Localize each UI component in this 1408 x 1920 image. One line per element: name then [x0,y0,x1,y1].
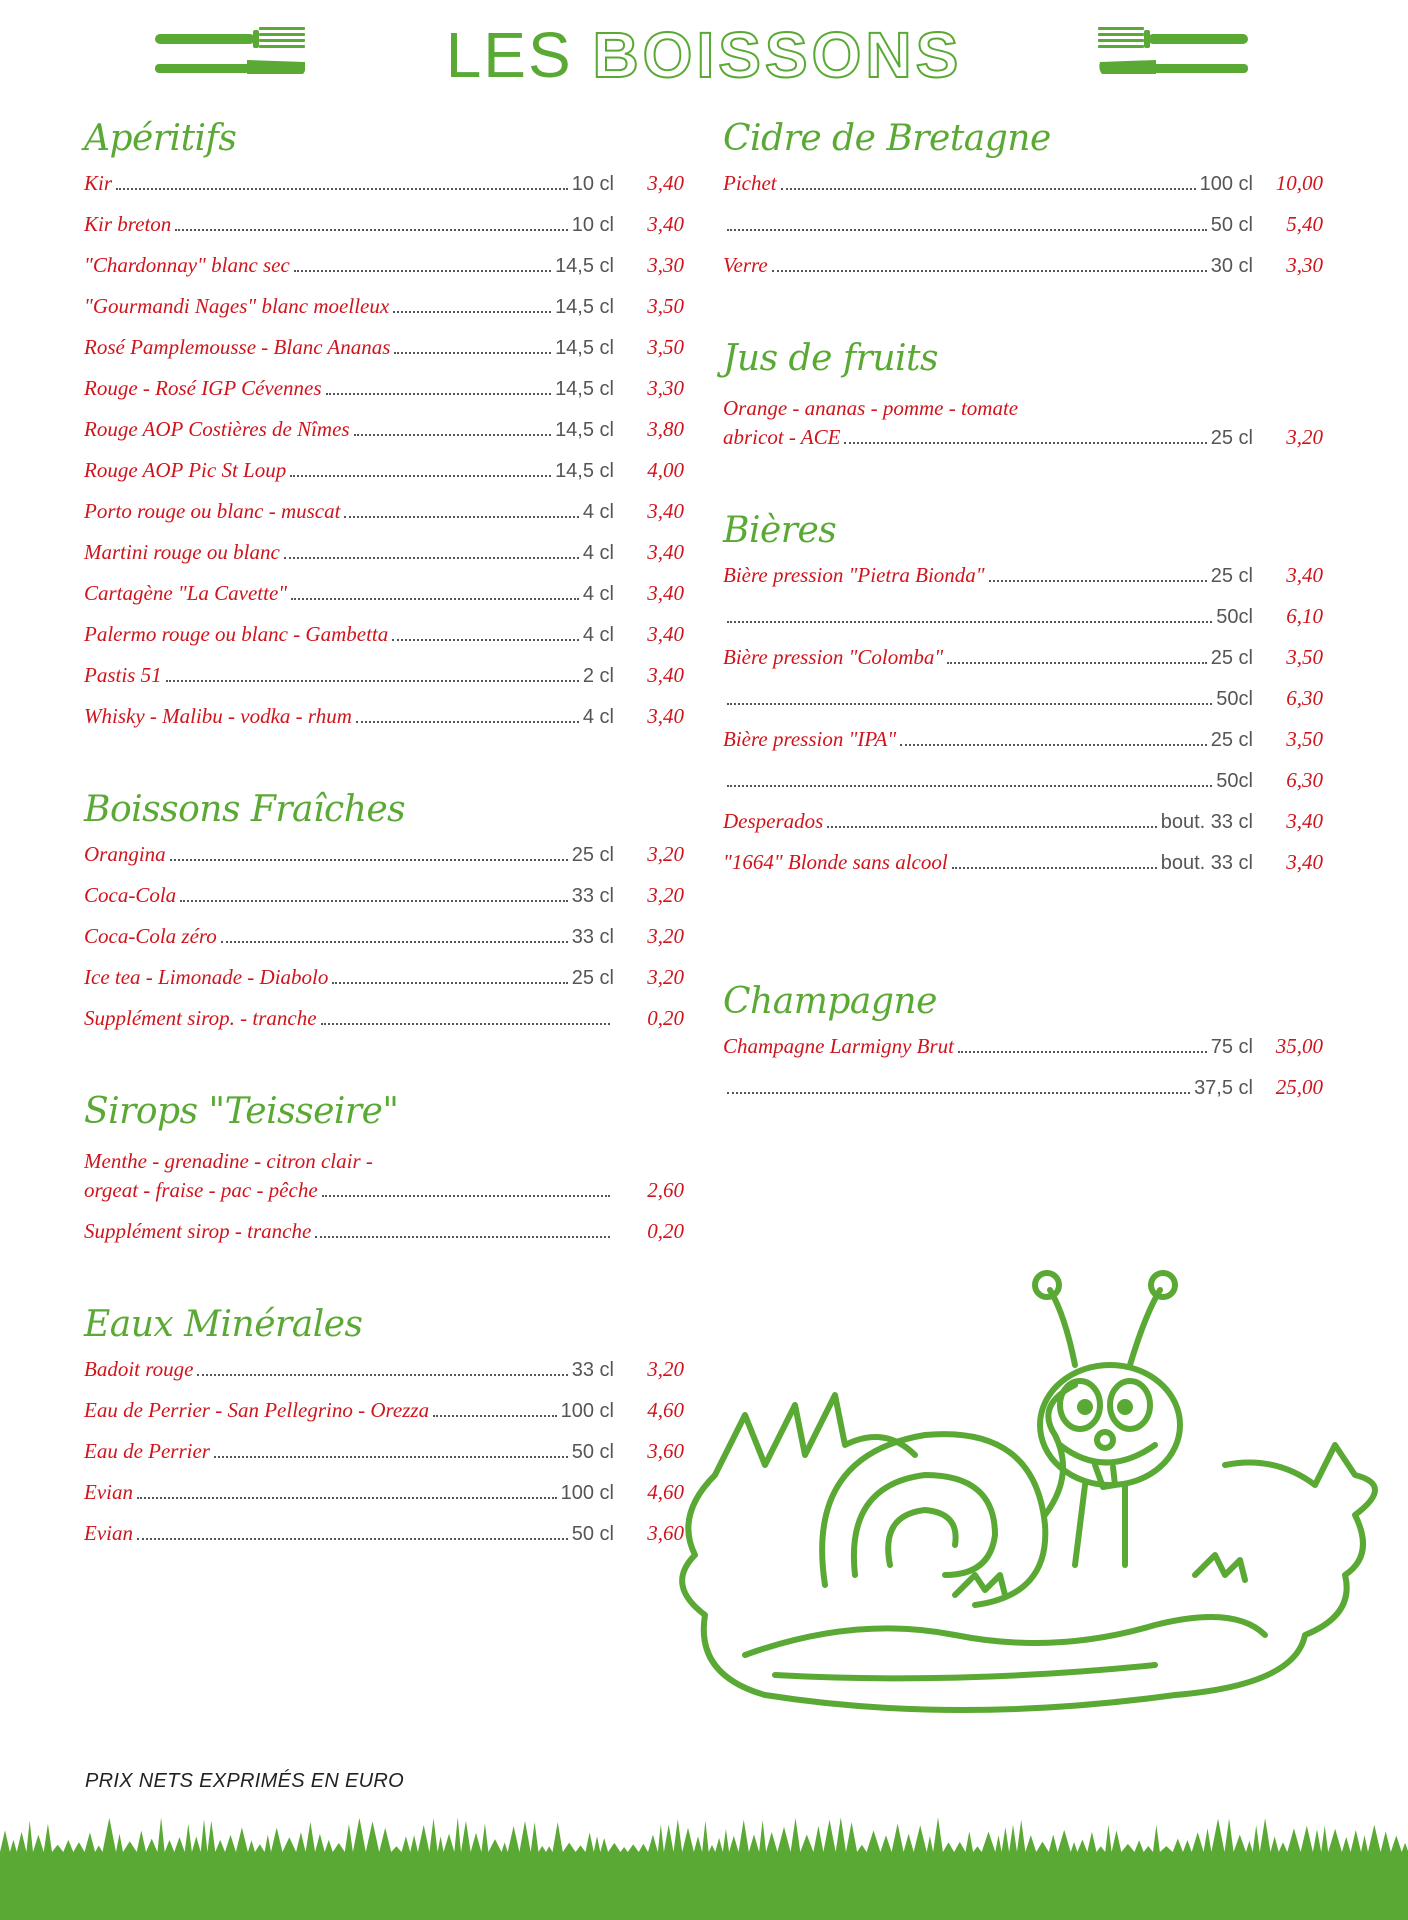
item-volume: bout. 33 cl [1160,811,1253,833]
menu-item-row [84,458,684,499]
title-part2: BOISSONS [592,19,963,91]
item-price: 0,20 [647,1219,684,1243]
item-price: 6,30 [1286,768,1323,792]
item-price: 3,20 [647,965,684,989]
item-name: Rouge AOP Costières de Nîmes [84,417,350,441]
dot-leader [433,1415,557,1417]
menu-item-row [723,768,1323,809]
dot-leader [727,621,1212,623]
menu-item-row [84,1357,684,1398]
dot-leader [175,229,567,231]
item-price: 3,30 [1286,253,1323,277]
item-name: Verre [723,253,768,277]
section-title: Apéritifs [84,118,237,159]
item-volume: 50cl [1216,688,1253,710]
left-column [84,118,684,1606]
item-price: 3,60 [647,1521,684,1545]
item-name: orgeat - fraise - pac - pêche [84,1178,318,1202]
dot-leader [180,900,568,902]
item-volume: 25 cl [1210,565,1253,587]
item-volume: 14,5 cl [555,378,614,400]
item-price: 35,00 [1275,1034,1323,1058]
menu-item-row [84,1480,684,1521]
item-name: Kir [84,171,113,195]
item-volume: 25 cl [571,967,614,989]
dot-leader [326,393,552,395]
item-name: Eau de Perrier - San Pellegrino - Orezza [84,1398,430,1422]
item-price: 3,40 [647,212,684,236]
menu-item-row [84,253,684,294]
item-price: 3,40 [647,622,684,646]
section-boissons-fraiches [84,789,684,1047]
item-price: 3,40 [647,663,684,687]
item-volume: 4 cl [582,624,614,646]
menu-item-row [723,253,1323,294]
price-note: PRIX NETS EXPRIMÉS EN EURO [85,1770,404,1792]
menu-item-row [723,171,1323,212]
item-price: 3,80 [647,417,684,441]
item-price: 6,30 [1286,686,1323,710]
section-title: Champagne [723,981,937,1022]
menu-item-row [723,645,1323,686]
item-volume: 50cl [1216,770,1253,792]
menu-item-row [84,417,684,458]
cutlery-right-icon [1098,26,1248,82]
menu-item-row [84,1219,684,1260]
dot-leader [221,941,568,943]
item-name: Kir breton [84,212,172,236]
item-price: 3,50 [647,335,684,359]
section-sirops [84,1091,684,1260]
item-name: Rouge AOP Pic St Loup [84,458,287,482]
menu-item-row [84,704,684,745]
dot-leader [137,1497,557,1499]
dot-leader [116,188,568,190]
item-volume: 33 cl [571,885,614,907]
menu-item-row [84,842,684,883]
item-price: 3,20 [647,1357,684,1381]
item-volume: 14,5 cl [555,419,614,441]
menu-item-row [84,212,684,253]
dot-leader [827,826,1156,828]
item-price: 0,20 [647,1006,684,1030]
item-price: 6,10 [1286,604,1323,628]
item-volume: 4 cl [582,583,614,605]
item-name: Champagne Larmigny Brut [723,1034,954,1058]
dot-leader [958,1051,1207,1053]
dot-leader [772,270,1207,272]
menu-item-row [84,581,684,622]
section-title: Cidre de Bretagne [723,118,1051,159]
item-volume: 50 cl [571,1441,614,1463]
item-name: "Gourmandi Nages" blanc moelleux [84,294,390,318]
item-name: Desperados [723,809,824,833]
item-volume: 50cl [1216,606,1253,628]
menu-item-row [84,663,684,704]
item-name: Whisky - Malibu - vodka - rhum [84,704,352,728]
item-list [84,842,684,1047]
dot-leader [781,188,1196,190]
snail-illustration [655,1255,1385,1785]
menu-item-row [84,924,684,965]
menu-item-row [723,425,1323,466]
dot-leader [166,680,579,682]
dot-leader [356,721,579,723]
section-bieres [723,510,1323,891]
item-price: 3,20 [647,883,684,907]
dot-leader [344,516,578,518]
menu-item-row [84,622,684,663]
item-price: 3,30 [647,253,684,277]
item-price: 3,20 [647,924,684,948]
item-name: Supplément sirop - tranche [84,1219,312,1243]
item-price: 3,40 [1286,809,1323,833]
item-volume: 10 cl [571,173,614,195]
item-name: Palermo rouge ou blanc - Gambetta [84,622,389,646]
section-title: Boissons Fraîches [84,789,406,830]
dot-leader [844,442,1206,444]
dot-leader [322,1195,610,1197]
item-volume: 100 cl [560,1400,614,1422]
item-list [84,171,684,745]
dot-leader [315,1236,610,1238]
dot-leader [392,639,579,641]
dot-leader [989,580,1207,582]
item-name: Pichet [723,171,777,195]
item-price: 3,50 [1286,727,1323,751]
item-volume: bout. 33 cl [1160,852,1253,874]
dot-leader [393,311,551,313]
menu-item-row [84,1521,684,1562]
grass-decoration [0,1812,1408,1920]
menu-item-row [723,1034,1323,1075]
title-part1: LES [445,19,573,91]
item-name: Badoit rouge [84,1357,194,1381]
item-list [723,1034,1323,1116]
item-volume: 25 cl [571,844,614,866]
item-name: Supplément sirop. - tranche [84,1006,317,1030]
item-volume: 37,5 cl [1194,1077,1253,1099]
dot-leader [284,557,579,559]
item-price: 3,50 [1286,645,1323,669]
menu-item-row [84,499,684,540]
item-name: Evian [84,1521,133,1545]
item-price: 3,40 [1286,563,1323,587]
item-list [723,171,1323,294]
item-name: Eau de Perrier [84,1439,210,1463]
dot-leader [214,1456,568,1458]
item-name: Coca-Cola zéro [84,924,217,948]
item-name: Bière pression "Colomba" [723,645,944,669]
item-price: 3,40 [647,581,684,605]
item-price: 3,40 [1286,850,1323,874]
menu-item-row [723,212,1323,253]
menu-item-row [84,335,684,376]
dot-leader [291,598,579,600]
menu-item-row [84,1006,684,1047]
item-name: Evian [84,1480,133,1504]
item-price: 3,20 [1286,425,1323,449]
section-champagne [723,981,1323,1116]
item-name: Ice tea - Limonade - Diabolo [84,965,329,989]
menu-item-row [84,171,684,212]
section-eaux-minerales [84,1304,684,1562]
item-list [723,425,1323,466]
item-volume: 25 cl [1210,647,1253,669]
item-volume: 100 cl [560,1482,614,1504]
menu-item-row [84,294,684,335]
item-price: 3,20 [647,842,684,866]
menu-item-row [723,686,1323,727]
dot-leader [947,662,1207,664]
item-volume: 33 cl [571,926,614,948]
dot-leader [294,270,551,272]
item-name: Coca-Cola [84,883,177,907]
item-name: Bière pression "Pietra Bionda" [723,563,985,587]
menu-item-row [723,809,1323,850]
item-price: 10,00 [1275,171,1323,195]
item-name: "Chardonnay" blanc sec [84,253,290,277]
section-title: Jus de fruits [723,338,939,379]
menu-item-row [84,540,684,581]
menu-item-row [84,1178,684,1219]
item-name: Cartagène "La Cavette" [84,581,288,605]
section-title: Eaux Minérales [84,1304,363,1345]
item-volume: 2 cl [582,665,614,687]
item-label-line: Menthe - grenadine - citron clair - [84,1149,373,1173]
item-volume: 14,5 cl [555,460,614,482]
dot-leader [727,1092,1190,1094]
item-volume: 4 cl [582,706,614,728]
dot-leader [354,434,551,436]
item-name: Bière pression "IPA" [723,727,897,751]
item-volume: 14,5 cl [555,337,614,359]
dot-leader [321,1023,610,1025]
right-column [723,118,1323,1160]
item-price: 3,40 [647,704,684,728]
item-price: 3,40 [647,540,684,564]
section-aperitifs [84,118,684,745]
item-volume: 14,5 cl [555,296,614,318]
item-price: 3,40 [647,499,684,523]
dot-leader [290,475,551,477]
menu-item-row [84,1439,684,1480]
item-volume: 30 cl [1210,255,1253,277]
dot-leader [727,229,1207,231]
item-volume: 50 cl [1210,214,1253,236]
item-volume: 75 cl [1210,1036,1253,1058]
section-jus-de-fruits [723,338,1323,466]
item-price: 25,00 [1275,1075,1323,1099]
dot-leader [952,867,1157,869]
item-name: Rosé Pamplemousse - Blanc Ananas [84,335,391,359]
menu-item-row [84,1398,684,1439]
item-name: "1664" Blonde sans alcool [723,850,948,874]
dot-leader [137,1538,568,1540]
item-list [84,1357,684,1562]
menu-item-row [723,727,1323,768]
item-price: 5,40 [1286,212,1323,236]
menu-item-row [723,850,1323,891]
item-name: Martini rouge ou blanc [84,540,280,564]
menu-item-row [84,883,684,924]
item-price: 3,30 [647,376,684,400]
item-list [84,1178,684,1260]
dot-leader [197,1374,567,1376]
dot-leader [727,703,1212,705]
menu-item-row [723,1075,1323,1116]
item-name: Orangina [84,842,166,866]
item-volume: 25 cl [1210,427,1253,449]
item-name: Pastis 51 [84,663,162,687]
menu-item-row [84,965,684,1006]
section-title: Bières [723,510,837,551]
item-price: 4,00 [647,458,684,482]
item-name: Rouge - Rosé IGP Cévennes [84,376,322,400]
cutlery-left-icon [155,26,305,82]
item-volume: 33 cl [571,1359,614,1381]
dot-leader [332,982,567,984]
menu-item-row [723,563,1323,604]
item-list [723,563,1323,891]
menu-item-row [723,604,1323,645]
item-volume: 50 cl [571,1523,614,1545]
section-title: Sirops "Teisseire" [84,1091,399,1132]
item-price: 3,60 [647,1439,684,1463]
item-volume: 25 cl [1210,729,1253,751]
item-volume: 14,5 cl [555,255,614,277]
item-price: 3,40 [647,171,684,195]
item-label-line: Orange - ananas - pomme - tomate [723,396,1019,420]
item-price: 3,50 [647,294,684,318]
item-price: 4,60 [647,1480,684,1504]
item-volume: 100 cl [1199,173,1253,195]
item-price: 2,60 [647,1178,684,1202]
dot-leader [170,859,568,861]
menu-item-row [84,376,684,417]
item-name: Porto rouge ou blanc - muscat [84,499,341,523]
dot-leader [394,352,551,354]
item-volume: 4 cl [582,542,614,564]
dot-leader [727,785,1212,787]
dot-leader [900,744,1207,746]
item-price: 4,60 [647,1398,684,1422]
item-volume: 10 cl [571,214,614,236]
item-volume: 4 cl [582,501,614,523]
item-name: abricot - ACE [723,425,841,449]
section-cidre [723,118,1323,294]
